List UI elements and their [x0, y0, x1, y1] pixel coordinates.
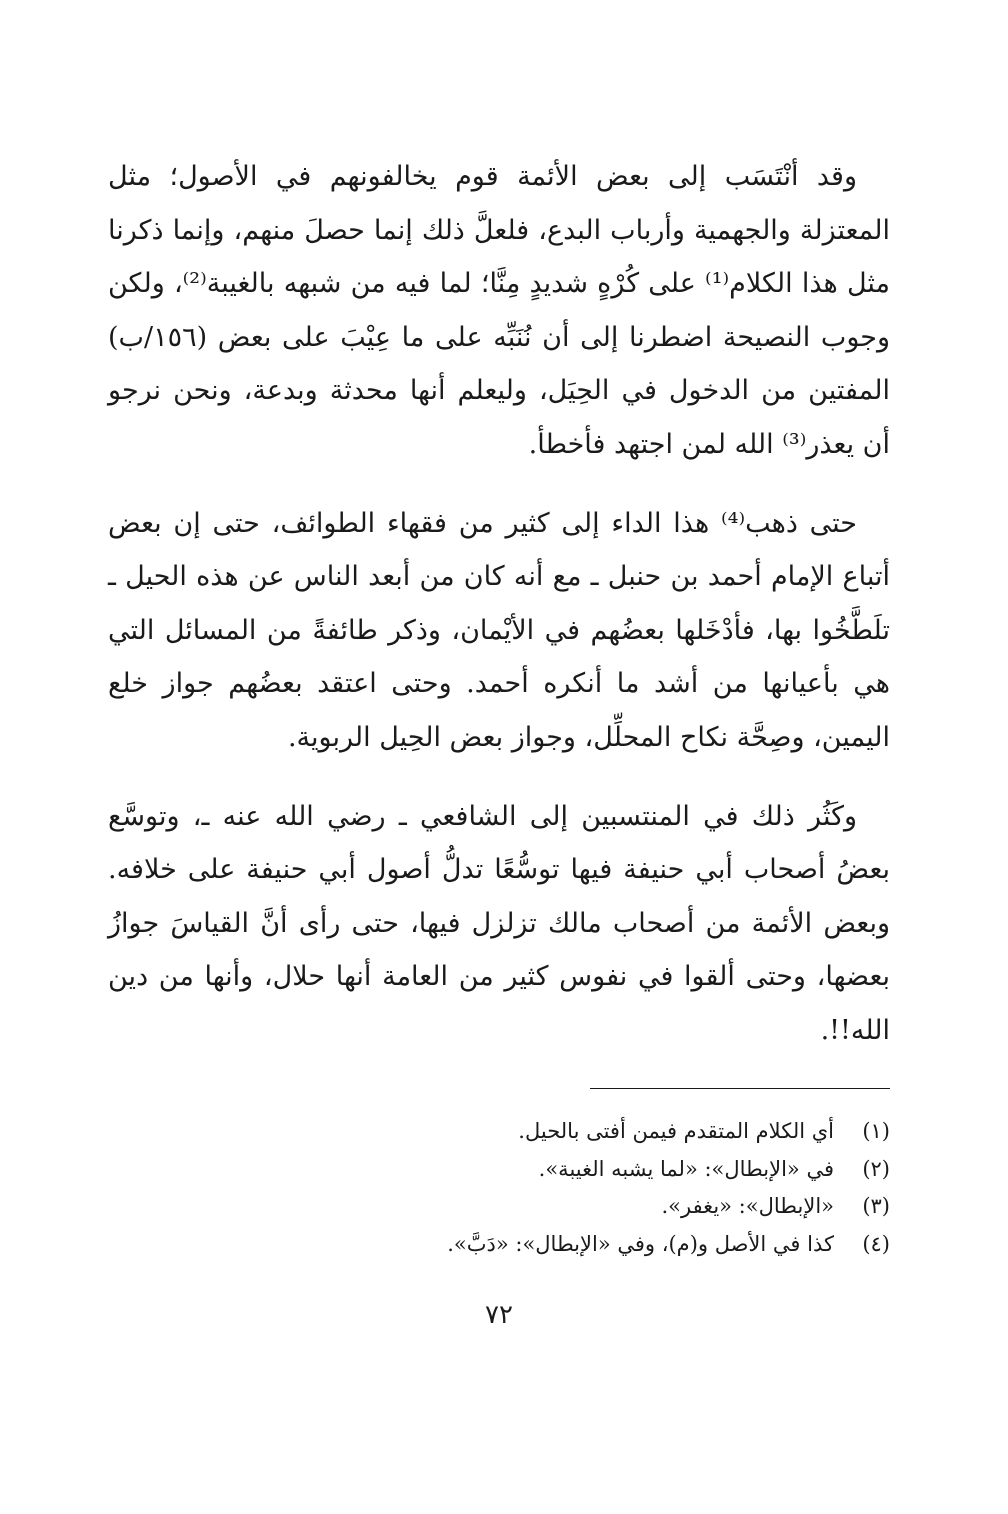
main-text — [108, 150, 890, 1058]
footnote-number: (٣) — [862, 1194, 890, 1218]
footnote-4 — [108, 1226, 890, 1264]
footnote-number: (٤) — [862, 1231, 890, 1256]
footnote-separator — [590, 1088, 890, 1089]
footnote-text: أي الكلام المتقدم فيمن أفتى بالحيل. — [518, 1119, 834, 1143]
paragraph-3: وكَثُر ذلك في المنتسبين إلى الشافعي ـ رضي الله عنه ـ، وتوسَّع بعضُ أصحاب أبي حنيفة فيها توسُّعًا تدلُّ أصول أبي حنيفة على خلافه. وبعض الأئمة من أصحاب مالك تزلزل فيها، حتى رأى أنَّ القياسَ جوازُ بعضها، وحتى ألقوا في نفوس كثير من العامة أنها حلال، وأنها من دين الله!!. — [108, 800, 890, 1046]
paragraph-2: حتى ذهب⁽⁴⁾ هذا الداء إلى كثير من فقهاء الطوائف، حتى إن بعض أتباع الإمام أحمد بن حنبل ـ مع أنه كان من أبعد الناس عن هذه الحيل ـ تلَطَّخُوا بها، فأدْخَلها بعضُهم في الأيْمان، وذكر طائفةً من المسائل التي هي بأعيانها من أشد ما أنكره أحمد. وحتى اعتقد بعضُهم جواز خلع اليمين، وصِحَّة نكاح المحلِّل، وجواز بعض الحِيل الربوية. — [108, 507, 890, 753]
footnote-text: كذا في الأصل و(م)، وفي «الإبطال»: «دَبَّ». — [447, 1231, 834, 1256]
footnote-1 — [108, 1113, 890, 1151]
footnote-2 — [108, 1151, 890, 1189]
paragraph-1: وقد أنْتَسَب إلى بعض الأئمة قوم يخالفونهم في الأصول؛ مثل المعتزلة والجهمية وأرباب البدع، فلعلَّ ذلك إنما حصلَ منهم، وإنما ذكرنا مثل هذا الكلام⁽¹⁾ على كُرْهٍ شديدٍ مِنَّا؛ لما فيه من شبهه بالغيبة⁽²⁾، ولكن وجوب النصيحة اضطرنا إلى أن نُنَبِّه على ما عِيْبَ على بعض (١٥٦/ب) المفتين من الدخول في الحِيَل، وليعلم أنها محدثة وبدعة، ونحن نرجو أن يعذر⁽³⁾ الله لمن اجتهد فأخطأ. — [108, 161, 891, 460]
footnote-number: (١) — [862, 1119, 890, 1143]
footnote-text: «الإبطال»: «يغفر». — [661, 1194, 834, 1218]
book-page — [108, 150, 890, 1480]
footnote-3 — [108, 1188, 890, 1226]
footnote-text: في «الإبطال»: «لما يشبه الغيبة». — [538, 1156, 834, 1181]
page-number: ٧٢ — [485, 1300, 513, 1330]
footnote-number: (٢) — [862, 1156, 890, 1181]
footnotes — [108, 1113, 890, 1263]
